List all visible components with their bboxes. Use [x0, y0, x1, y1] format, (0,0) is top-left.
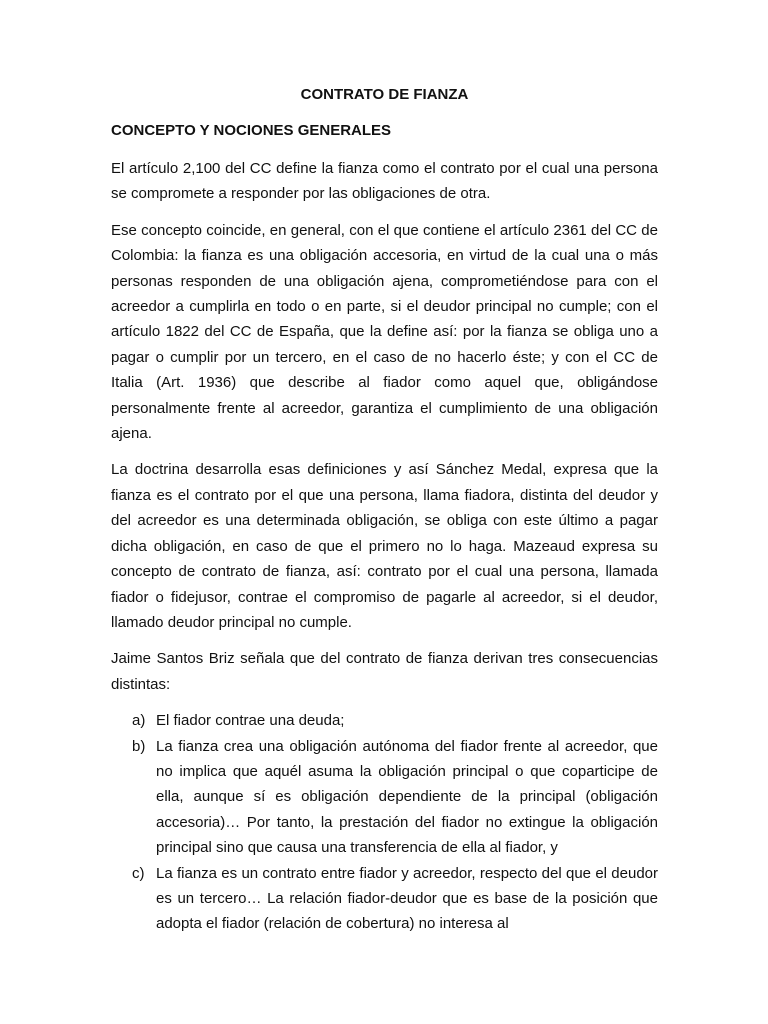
list-marker: a) — [132, 712, 146, 730]
paragraph-definition: El artículo 2,100 del CC define la fianza como el contrato por el cual una persona se compromete a responder por las obligaciones de otra. — [111, 160, 658, 203]
document-title: CONTRATO DE FIANZA — [300, 86, 469, 103]
list-item — [111, 861, 658, 937]
consequences-list — [111, 708, 658, 937]
list-item-text: La fianza crea una obligación autónoma del fiador frente al acreedor, que no implica que aquél asuma la obligación principal o que coparticipe de ella, aunque sí es obligación dependiente de la principal (obligación accesoria)… Por tanto, la prestación del fiador no extingue la obligación principal sino que causa una transferencia de ella al fiador, y — [156, 737, 658, 857]
list-marker: b) — [132, 737, 146, 755]
paragraph-comparative-law: Ese concepto coincide, en general, con el que contiene el artículo 2361 del CC de Colombia: la fianza es una obligación accesoria, en virtud de la cual una o más personas responden de una obligación ajena, comprometiéndose para con el acreedor a cumplirla en todo o en parte, si el deudor principal no cumple; con el artículo 1822 del CC de España, que la define así: por la fianza se obliga uno a pagar o cumplir por un tercero, en el caso de no hacerlo éste; y con el CC de Italia (Art. 1936) que describe al fiador como aquel que, obligándose personalmente frente al acreedor, garantiza el cumplimiento de una obligación ajena. — [111, 221, 658, 443]
list-item — [111, 708, 658, 733]
paragraph-consequences-intro: Jaime Santos Briz señala que del contrato de fianza derivan tres consecuencias distintas: — [111, 650, 658, 693]
list-marker: c) — [132, 864, 145, 882]
section-heading: CONCEPTO Y NOCIONES GENERALES — [111, 122, 392, 139]
paragraph-doctrine: La doctrina desarrolla esas definiciones y así Sánchez Medal, expresa que la fianza es el contrato por el que una persona, llama fiadora, distinta del deudor y del acreedor es una determinada obligación, se obliga con este último a pagar dicha obligación, en caso de que el primero no lo haga. Mazeaud expresa su concepto de contrato de fianza, así: contrato por el cual una persona, llamada fiador o fidejusor, contrae el compromiso de pagarle al acreedor, si el deudor, llamado deudor principal no cumple. — [111, 461, 658, 631]
list-item-text: La fianza es un contrato entre fiador y acreedor, respecto del que el deudor es un tercero… La relación fiador-deudor que es base de la posición que adopta el fiador (relación de cobertura) no interesa al — [156, 864, 658, 933]
list-item — [111, 734, 658, 861]
list-item-text: El fiador contrae una deuda; — [156, 712, 345, 730]
document-page — [111, 84, 658, 937]
